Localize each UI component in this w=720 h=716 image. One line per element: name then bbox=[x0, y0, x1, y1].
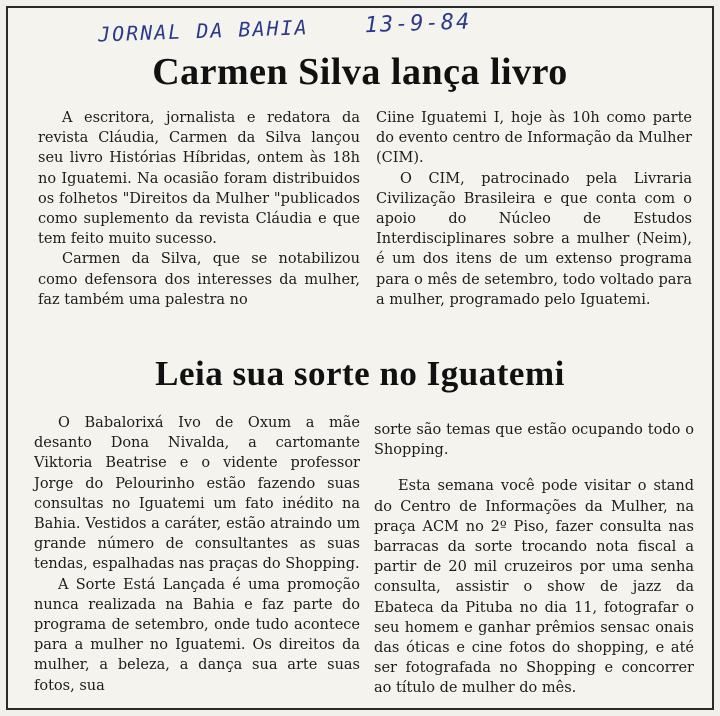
article1-paragraph: Carmen da Silva, que se notabilizou como defensora dos interesses da mulher, faz também uma palestra no bbox=[38, 251, 360, 308]
article1-paragraph: O CIM, patrocinado pela Livraria Civilização Brasileira e que conta com o apoio do Núcleo de Estudos Interdisciplinares sobre a mulher (Neim), é um dos itens de um extenso programa para o mês de setembro, todo voltado para a mulher, programado pelo Iguatemi. bbox=[376, 170, 692, 308]
newspaper-clipping bbox=[6, 6, 714, 710]
article2-paragraph: O Babalorixá Ivo de Oxum a mãe desanto Dona Nivalda, a cartomante Viktoria Beatrise e o vidente professor Jorge do Pelourinho estão fazendo suas consultas no Iguatemi um fato inédito na Bahia. Vestidos a caráter, estão atraindo um grande número de consultantes as suas tendas, espalhadas nas praças do Shopping. bbox=[34, 415, 360, 573]
article2-paragraph: Esta semana você pode visitar o stand do Centro de Informações da Mulher, na praça ACM no 2º Piso, fazer consulta nas barracas da sorte trocando nota fiscal a partir de 20 mil cruzeiros por uma senha consulta, assistir o show de jazz da Ebateca da Pituba no dia 11, fotografar o seu homem e ganhar prêmios sensac onais das óticas e cine fotos do shopping, e até ser fotografada no Shopping e concorrer ao título de mulher do mês. bbox=[374, 478, 694, 697]
article2-headline: Leia sua sorte no Iguatemi bbox=[155, 354, 565, 393]
article2-paragraph: A Sorte Está Lançada é uma promoção nunca realizada na Bahia e faz parte do programa de setembro, onde tudo acontece para a mulher no Iguatemi. Os direitos da mulher, a beleza, a dança sua arte suas fotos, sua bbox=[34, 576, 360, 694]
article2-column-left bbox=[34, 413, 360, 696]
source-note: JORNAL DA BAHIA bbox=[97, 15, 310, 47]
article1-headline: Carmen Silva lança livro bbox=[152, 51, 568, 93]
date-note: 13-9-84 bbox=[364, 9, 472, 39]
article1-paragraph: A escritora, jornalista e redatora da revista Cláudia, Carmen da Silva lançou seu livro Histórias Híbridas, ontem às 18h no Iguatemi. Na ocasião foram distribuidos os folhetos "Direitos da Mulher "publicados como suplemento da revista Cláudia e que tem feito muito sucesso. bbox=[38, 110, 360, 248]
handwritten-annotation bbox=[98, 9, 472, 47]
article2-paragraph: sorte são temas que estão ocupando todo o Shopping. bbox=[374, 422, 694, 459]
article1-paragraph: Ciine Iguatemi I, hoje às 10h como parte do evento centro de Informação da Mulher (CIM). bbox=[376, 110, 692, 167]
article1-column-right bbox=[376, 108, 692, 310]
article1-column-left bbox=[38, 108, 360, 310]
article2-column-right bbox=[374, 420, 694, 699]
